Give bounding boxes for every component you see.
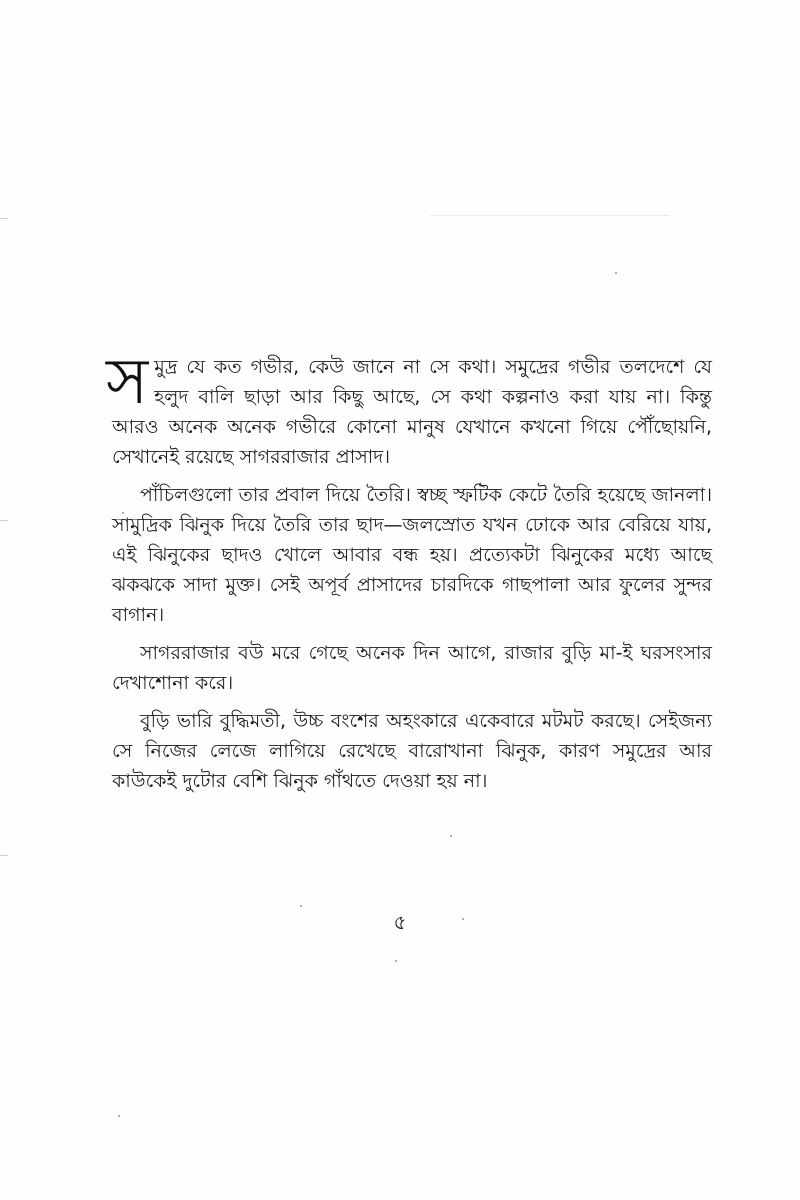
scan-speck bbox=[300, 905, 302, 907]
scan-speck bbox=[450, 835, 452, 837]
margin-mark bbox=[0, 218, 8, 219]
paragraph-1-text: মুদ্র যে কত গভীর, কেউ জানে না সে কথা। সমুদ্রের গভীর তলদেশে যে হলুদ বালি ছাড়া আর কিছু আছে, সে কথা কল্পনাও করা যায় না। কিন্তু আরও অনেক অনেক গভীরে কোনো মানুষ যেখানে কখনো গিয়ে পৌঁছোয়নি, সেখানেই রয়েছে সাগররাজার প্রাসাদ। bbox=[112, 356, 712, 468]
scan-speck bbox=[118, 1115, 120, 1117]
story-paragraph-3: সাগররাজার বউ মরে গেছে অনেক দিন আগে, রাজার বুড়ি মা-ই ঘরসংসার দেখাশোনা করে। bbox=[112, 642, 712, 694]
drop-cap: স bbox=[106, 345, 149, 419]
faint-scan-line bbox=[430, 215, 670, 216]
scan-speck bbox=[615, 272, 617, 274]
margin-mark bbox=[0, 855, 8, 856]
story-text bbox=[106, 345, 712, 804]
story-paragraph-4: বুড়ি ভারি বুদ্ধিমতী, উচ্চ বংশের অহংকারে একেবারে মটমট করছে। সেইজন্য সে নিজের লেজে লাগিয়ে রেখেছে বারোখানা ঝিনুক, কারণ সমুদ্রের আর কাউকেই দুটোর বেশি ঝিনুক গাঁথতে দেওয়া হয় না। bbox=[112, 710, 712, 792]
scan-speck bbox=[395, 960, 397, 962]
page-number: ৫ bbox=[393, 910, 407, 934]
story-paragraph-2: পাঁচিলগুলো তার প্রবাল দিয়ে তৈরি। স্বচ্ছ স্ফটিক কেটে তৈরি হয়েছে জানলা। সামুদ্রিক ঝিনুক দিয়ে তৈরি তার ছাদ—জলস্রোত যখন ঢোকে আর বেরিয়ে যায়, এই ঝিনুকের ছাদও খোলে আবার বন্ধ হয়। প্রত্যেকটা ঝিনুকের মধ্যে আছে ঝকঝকে সাদা মুক্ত। সেই অপূর্ব প্রাসাদের চারদিকে গাছপালা আর ফুলের সুন্দর বাগান। bbox=[112, 484, 712, 626]
margin-mark bbox=[0, 520, 8, 521]
story-paragraph-1 bbox=[106, 345, 712, 472]
